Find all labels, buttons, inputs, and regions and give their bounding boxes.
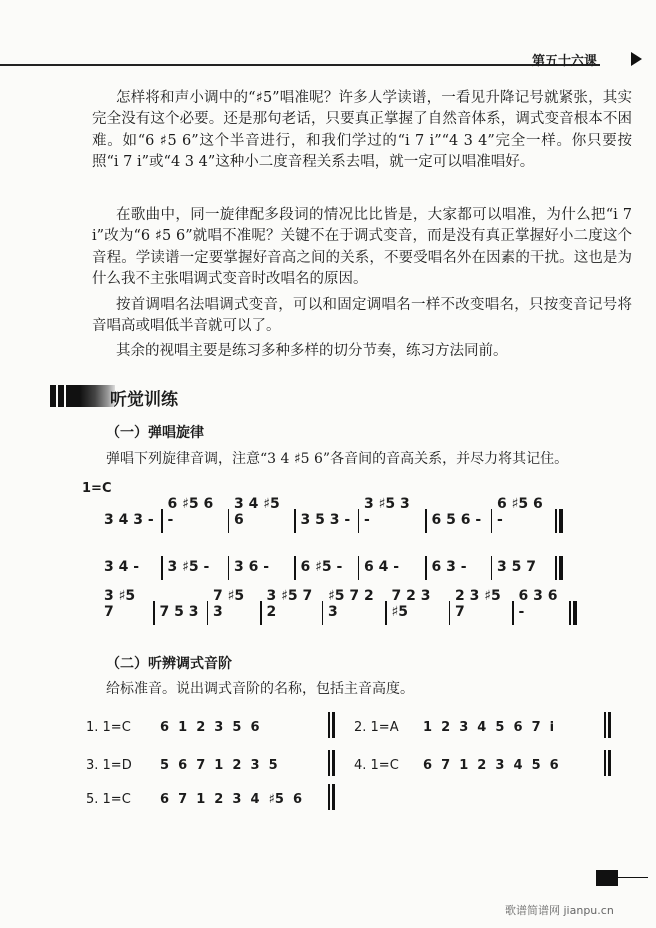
- measure: 2 3 ♯5 7: [455, 588, 501, 620]
- part1-text: 弹唱下列旋律音调，注意“3 4 ♯5 6”各音间的音高关系，并尽力将其记住。: [106, 451, 569, 467]
- page-rule: [618, 877, 648, 878]
- measure: 3 6 -: [234, 559, 270, 575]
- measure: 7 ♯5 3: [213, 588, 245, 620]
- measure: 6 ♯5 6 -: [167, 496, 214, 528]
- barline: [604, 750, 606, 776]
- measure: 6 ♯5 6 -: [497, 496, 543, 528]
- melody-row-1: [104, 496, 604, 533]
- paragraph-3: 按首调唱名法唱调式变音，可以和固定调唱名一样不改变唱名，只按变音记号将音唱高或唱低半音就可以了。: [92, 297, 632, 335]
- scale-5-label: 5. 1=C: [86, 792, 131, 807]
- scale-2-label: 2. 1=A: [354, 720, 399, 735]
- section-title: 听觉训练: [110, 390, 178, 410]
- measure: 3 4 ♯5 6: [234, 496, 280, 528]
- measure: 7 5 3: [159, 604, 199, 620]
- paragraph-4: 其余的视唱主要是练习多种多样的切分节奏，练习方法同前。: [116, 343, 508, 359]
- scale-4-label: 4. 1=C: [354, 758, 399, 773]
- barline: [604, 712, 606, 738]
- measure: 3 ♯5 7 2: [266, 588, 313, 620]
- page-tab: [596, 870, 618, 886]
- key-signature: 1=C: [82, 481, 112, 496]
- barline: [332, 712, 335, 738]
- lesson-label: 第五十六课: [532, 54, 598, 69]
- part1-title: （一）弹唱旋律: [106, 425, 204, 441]
- melody-row-2: [104, 552, 604, 580]
- paragraph-1: 怎样将和声小调中的“♯5”唱准呢？许多人学读谱，一看见升降记号就紧张，其实完全没有这个必要。还是那句老话，只要真正掌握了自然音体系，调式变音根本不困难。如“6 ♯5 6”这个半音进行，和我们学过的“i 7 i”“4 3 4”完全一样。你只要按照“i 7 i”或“4 3 4”这种小二度音程关系去唱，就一定可以唱准唱好。: [92, 90, 632, 170]
- scale-1-label: 1. 1=C: [86, 720, 131, 735]
- header-rule: [0, 64, 600, 66]
- paragraph-2: 在歌曲中，同一旋律配多段词的情况比比皆是，大家都可以唱准，为什么把“i 7 i”改为“6 ♯5 6”就唱不准呢？关键不在于调式变音，而是没有真正掌握好小二度这个音程。学读谱一定要掌握好音高之间的关系，不要受唱名外在因素的干扰。这也是为什么我不主张唱调式变音时改唱名的原因。: [92, 207, 632, 287]
- scale-5-notes: 6 7 1 2 3 4 ♯5 6: [160, 792, 303, 807]
- scale-2-notes: 1 2 3 4 5 6 7 i: [423, 720, 555, 735]
- barline: [328, 712, 330, 738]
- barline: [608, 750, 611, 776]
- play-triangle-icon: [631, 52, 642, 66]
- measure: 6 4 -: [364, 559, 400, 575]
- measure: 6 3 6 -: [518, 588, 558, 620]
- scale-4-notes: 6 7 1 2 3 4 5 6: [423, 758, 559, 773]
- measure: 6 5 6 -: [431, 512, 482, 528]
- measure: 3 ♯5 7: [104, 588, 136, 620]
- measure: 3 4 3 -: [104, 512, 154, 528]
- measure: 3 5 7: [497, 559, 536, 575]
- measure: 6 3 -: [431, 559, 467, 575]
- part2-text: 给标准音。说出调式音阶的名称，包括主音高度。: [106, 681, 414, 697]
- melody-row-3: [104, 588, 604, 625]
- barline: [332, 784, 335, 810]
- measure: ♯5 7 2 3: [328, 588, 374, 620]
- barline: [608, 712, 611, 738]
- section-decoration: [50, 385, 115, 407]
- barline: [328, 784, 330, 810]
- barline: [332, 750, 335, 776]
- measure: 7 2 3 ♯5: [391, 588, 431, 620]
- measure: 3 4 -: [104, 559, 140, 575]
- scale-3-notes: 5 6 7 1 2 3 5: [160, 758, 278, 773]
- measure: 3 5 3 -: [300, 512, 351, 528]
- measure: 6 ♯5 -: [300, 559, 343, 575]
- barline: [328, 750, 330, 776]
- scale-1-notes: 6 1 2 3 5 6: [160, 720, 260, 735]
- measure: 3 ♯5 3 -: [364, 496, 410, 528]
- scale-3-label: 3. 1=D: [86, 758, 132, 773]
- measure: 3 ♯5 -: [167, 559, 210, 575]
- watermark: 歌谱简谱网 jianpu.cn: [505, 904, 614, 917]
- part2-title: （二）听辨调式音阶: [106, 656, 232, 672]
